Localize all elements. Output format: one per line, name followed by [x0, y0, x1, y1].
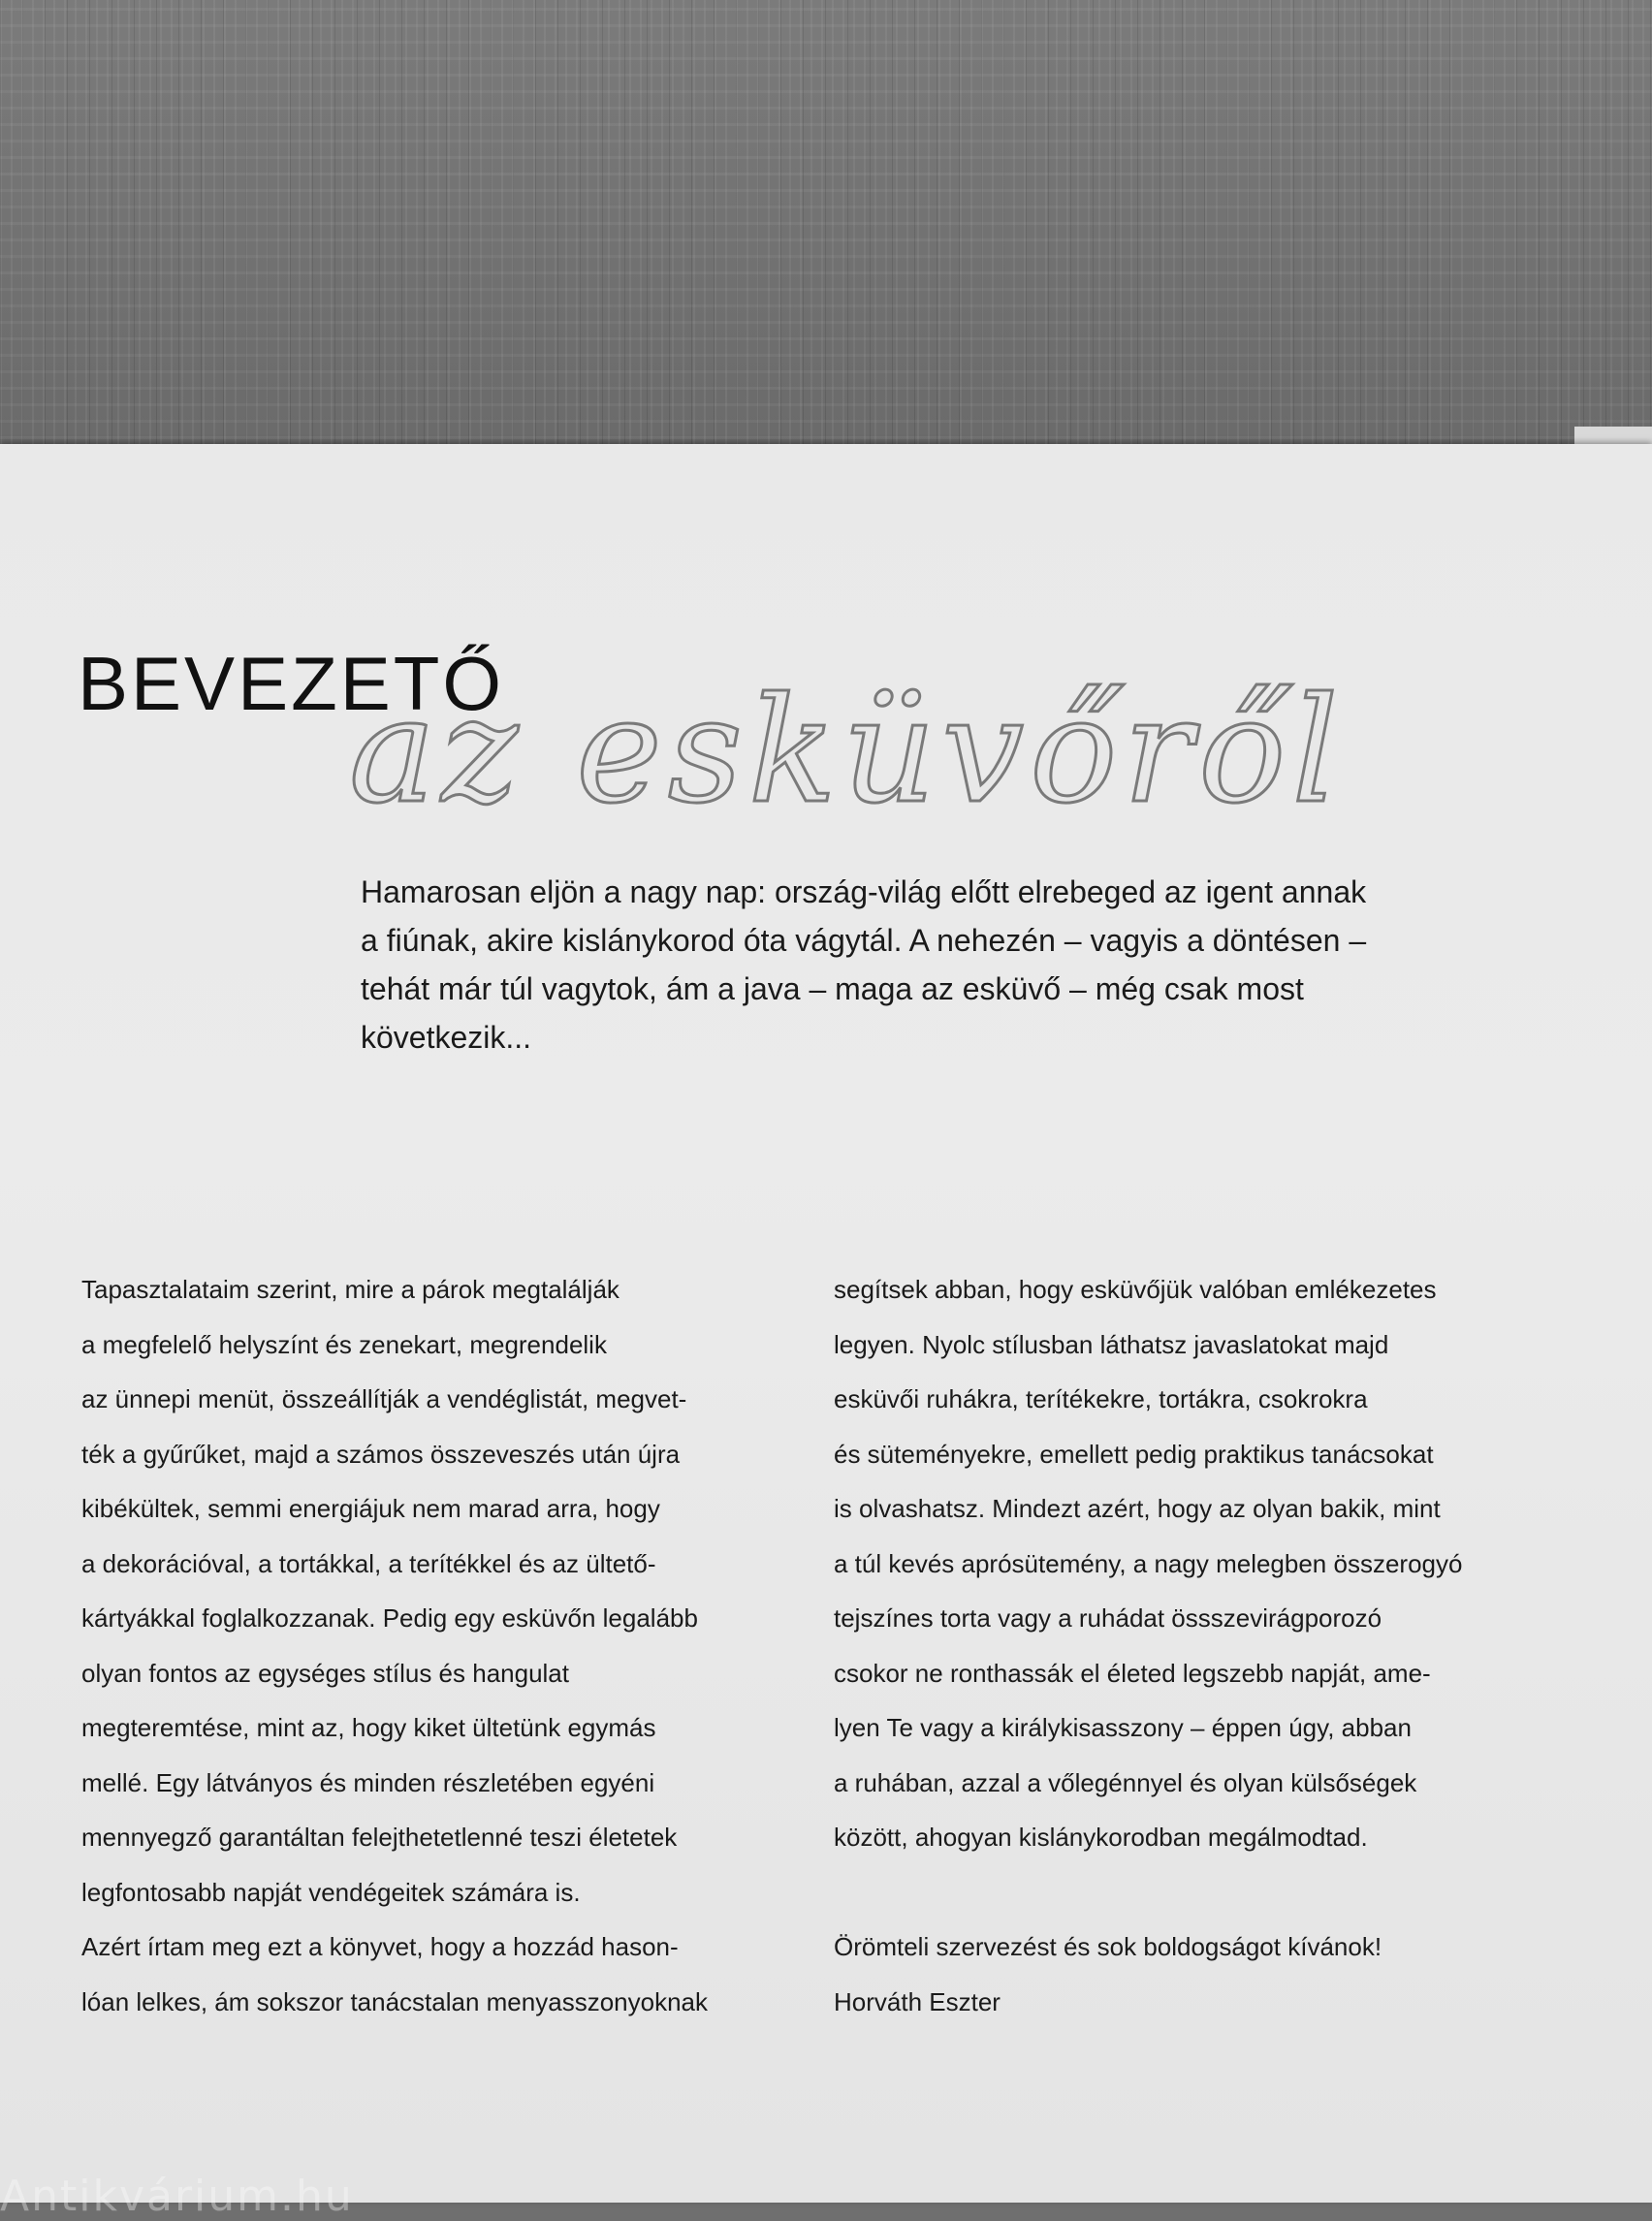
text-line: mellé. Egy látványos és minden részletében egyéni — [81, 1767, 655, 1797]
text-line: olyan fontos az egységes stílus és hangulat — [81, 1658, 569, 1688]
text-line: mennyegző garantáltan felejthetetlenné teszi életetek — [81, 1823, 678, 1852]
text-line: és süteményekre, emellett pedig praktikus tanácsokat — [834, 1439, 1434, 1469]
text-line: az ünnepi menüt, összeállítják a vendéglistát, megvet- — [81, 1384, 687, 1413]
text-line: legfontosabb napját vendégeitek számára is. — [81, 1877, 581, 1907]
text-line: csokor ne ronthassák el életed legszebb napját, ame- — [834, 1658, 1431, 1688]
text-line: a ruhában, azzal a vőlegénnyel és olyan külsőségek — [834, 1767, 1417, 1797]
closing-line: Örömteli szervezést és sok boldogságot kívánok! — [834, 1932, 1382, 1961]
text-line: segítsek abban, hogy esküvőjük valóban emlékezetes — [834, 1275, 1437, 1304]
text-line: a túl kevés aprósütemény, a nagy melegben összerogyó — [834, 1548, 1463, 1578]
textured-background — [0, 0, 1652, 456]
text-line: ték a gyűrűket, majd a számos összeveszés után újra — [81, 1439, 681, 1469]
signature: Horváth Eszter — [834, 1986, 1001, 2016]
text-line: a megfelelő helyszínt és zenekart, megrendelik — [81, 1329, 607, 1359]
text-line: lóan lelkes, ám sokszor tanácstalan menyasszonyoknak — [81, 1986, 708, 2016]
paragraph-gap — [834, 1865, 1551, 1920]
intro-paragraph: Hamarosan eljön a nagy nap: ország-világ előtt elrebeged az igent annak a fiúnak, akire kislánykorod óta vágytál. A nehezén – vagyis a döntésen – tehát már túl vagytok, ám a java – maga az esküvő – még csak most következik... — [361, 874, 1367, 1055]
text-line: is olvashatsz. Mindezt azért, hogy az olyan bakik, mint — [834, 1494, 1441, 1523]
watermark: Antikvárium.hu — [0, 2172, 354, 2221]
page-subtitle: az esküvőről — [349, 667, 1345, 836]
text-line: megteremtése, mint az, hogy kiket ültetünk egymás — [81, 1713, 656, 1742]
page-title: BEVEZETŐ — [78, 641, 505, 726]
text-line: Azért írtam meg ezt a könyvet, hogy a hozzád hason- — [81, 1932, 679, 1961]
text-line: kártyákkal foglalkozzanak. Pedig egy esküvőn legalább — [81, 1603, 698, 1633]
text-line: Tapasztalataim szerint, mire a párok megtalálják — [81, 1275, 620, 1304]
text-line: tejszínes torta vagy a ruhádat össszevirágporozó — [834, 1603, 1382, 1633]
text-line: legyen. Nyolc stílusban láthatsz javaslatokat majd — [834, 1329, 1389, 1359]
left-column — [81, 1262, 799, 2029]
right-column — [834, 1262, 1551, 2029]
text-line: a dekorációval, a tortákkal, a terítékkel és az ültető- — [81, 1548, 656, 1578]
text-line: lyen Te vagy a királykisasszony – éppen úgy, abban — [834, 1713, 1412, 1742]
text-line: esküvői ruhákra, terítékekre, tortákra, csokrokra — [834, 1384, 1368, 1413]
text-line: kibékültek, semmi energiájuk nem marad arra, hogy — [81, 1494, 660, 1523]
text-line: között, ahogyan kislánykorodban megálmodtad. — [834, 1823, 1368, 1852]
